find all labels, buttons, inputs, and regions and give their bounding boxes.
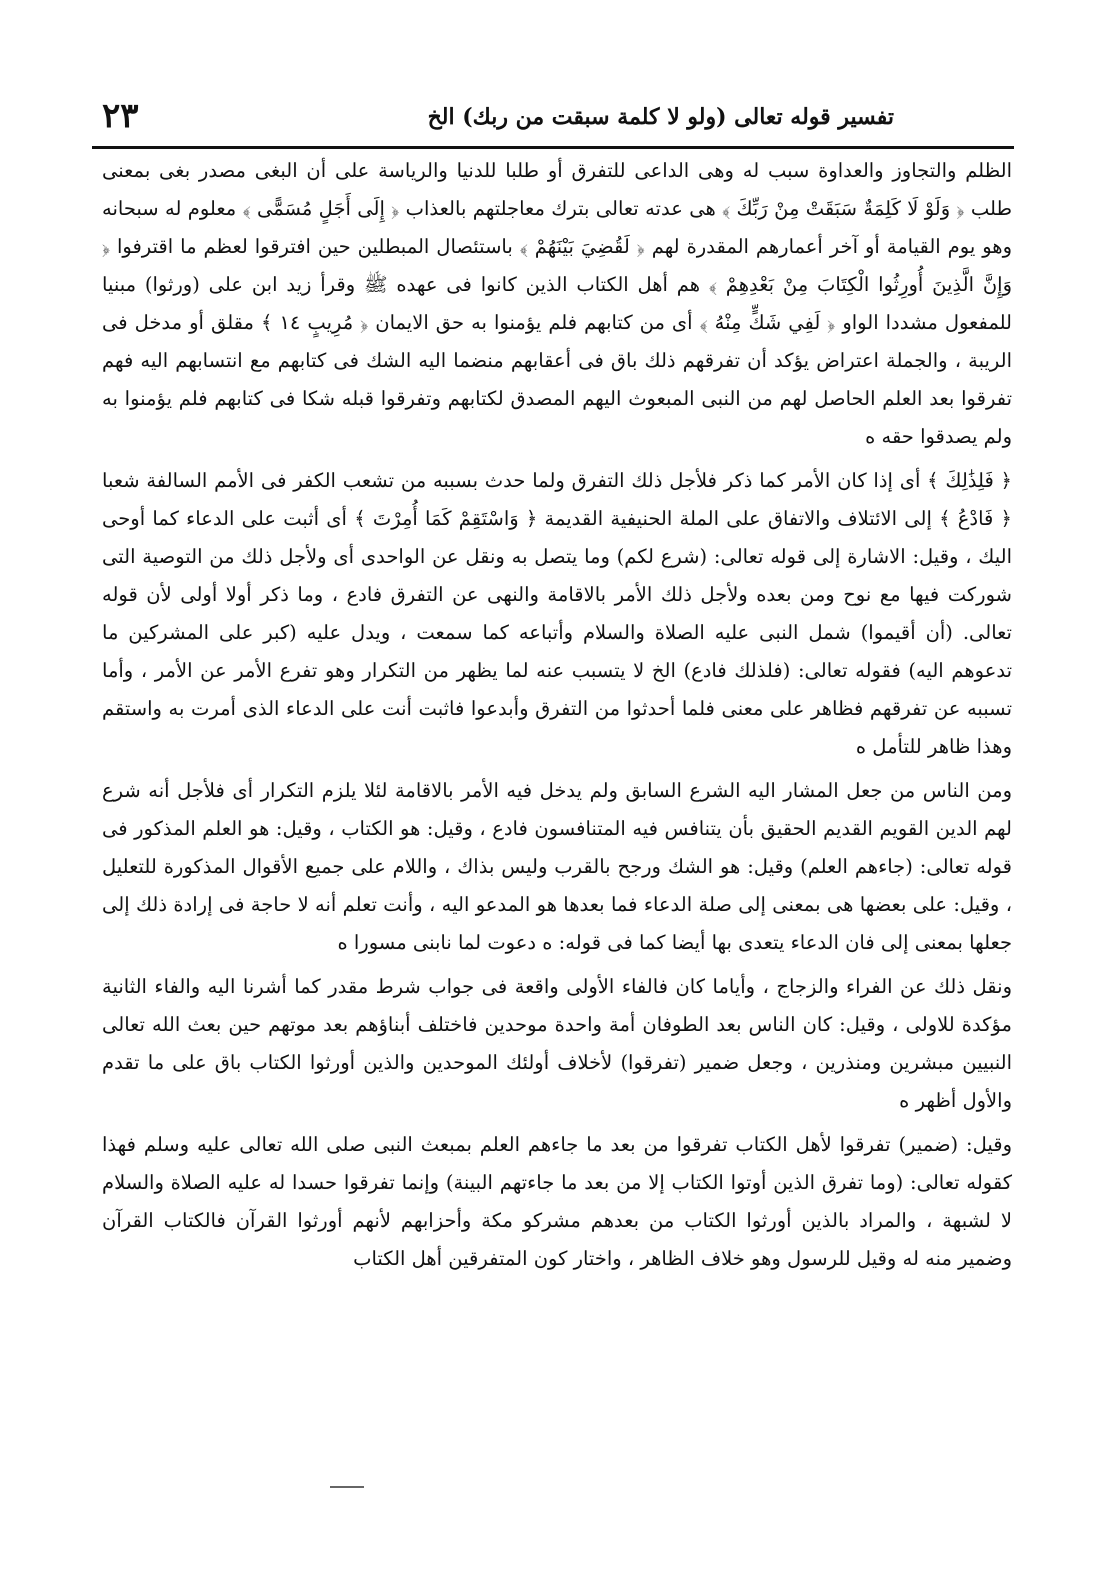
paragraph: ومن الناس من جعل المشار اليه الشرع السابق ولم يدخل فيه الأمر بالاقامة لئلا يلزم التكرار أى فلأجل أنه شرع لهم الدين القويم القديم الحقيق بأن يتنافس فيه المتنافسون فادع ، وقيل: هو الكتاب ، وقيل: هو العلم المذكور فى قوله تعالى: (جاءهم العلم) وقيل: هو الشك ورجح بالقرب وليس بذاك ، واللام على جميع الأقوال المذكورة للتعليل ، وقيل: على بعضها هى بمعنى إلى صلة الدعاء فما بعدها هو المدعو اليه ، وأنت تعلم أنه لا حاجة فى إرادة ذلك إلى جعلها بمعنى إلى فان الدعاء يتعدى بها أيضا كما فى قوله: ه دعوت لما نابنى مسورا ه	[102, 779, 1012, 954]
header-rule	[92, 146, 1014, 149]
paragraph: الظلم والتجاوز والعداوة سبب له وهى الداعى للتفرق أو طلبا للدنيا والرياسة على أن البغى مصدر بغى بمعنى طلب ﴿ وَلَوْ لَا كَلِمَةٌ سَبَقَتْ مِنْ رَبِّكَ ﴾ هى عدته تعالى بترك معاجلتهم بالعذاب ﴿ إِلَى أَجَلٍ مُسَمًّى ﴾ معلوم له سبحانه وهو يوم القيامة أو آخر أعمارهم المقدرة لهم ﴿ لَقُضِيَ بَيْنَهُمْ ﴾ باستئصال المبطلين حين افترقوا لعظم ما اقترفوا ﴿ وَإِنَّ الَّذِينَ أُورِثُوا الْكِتَابَ مِنْ بَعْدِهِمْ ﴾ هم أهل الكتاب الذين كانوا فى عهده ﷺ وقرأ زيد ابن على (ورثوا) مبنيا للمفعول مشددا الواو ﴿ لَفِي شَكٍّ مِنْهُ ﴾ أى من كتابهم فلم يؤمنوا به حق الايمان ﴿ مُرِيبٍ ١٤ ﴾ مقلق أو مدخل فى الريبة ، والجملة اعتراض يؤكد أن تفرقهم ذلك باق فى أعقابهم منضما اليه الشك فى كتابهم مع انتسابهم اليه فهم تفرقوا بعد العلم الحاصل لهم من النبى المبعوث اليهم المصدق لكتابهم وتفرقوا قبله شكا فى كتابهم فلم يؤمنوا به ولم يصدقوا حقه ه	[102, 159, 1013, 448]
paragraph: وقيل: (ضمير) تفرقوا لأهل الكتاب تفرقوا من بعد ما جاءهم العلم بمبعث النبى صلى الله تعالى عليه وسلم فهذا كقوله تعالى: (وما تفرق الذين أوتوا الكتاب إلا من بعد ما جاءتهم البينة) وإنما تفرقوا حسدا له عليه الصلاة والسلام لا لشبهة ، والمراد بالذين أورثوا الكتاب من بعدهم مشركو مكة وأحزابهم لأنهم أورثوا القرآن فالكتاب القرآن وضمير منه له وقيل للرسول وهو خلاف الظاهر ، واختار كون المتفرقين أهل الكتاب	[102, 1133, 1012, 1270]
paragraph: ﴿ فَلِذَٰلِكَ ﴾ أى إذا كان الأمر كما ذكر فلأجل ذلك التفرق ولما حدث بسببه من تشعب الكفر فى الأمم السالفة شعبا ﴿ فَادْعُ ﴾ إلى الائتلاف والاتفاق على الملة الحنيفية القديمة ﴿ وَاسْتَقِمْ كَمَا أُمِرْتَ ﴾ أى أثبت على الدعاء كما أوحى اليك ، وقيل: الاشارة إلى قوله تعالى: (شرع لكم) وما يتصل به ونقل عن الواحدى أى ولأجل ذلك من التوصية التى شوركت فيها مع نوح ومن بعده ولأجل ذلك الأمر بالاقامة والنهى عن التفرق فادع ، وما ذكر أولا أولى لأن قوله تعالى. (أن أقيموا) شمل النبى عليه الصلاة والسلام وأتباعه كما سمعت ، ويدل عليه (كبر على المشركين ما تدعوهم اليه) فقوله تعالى: (فلذلك فادع) الخ لا يتسبب عنه لما يظهر من التكرار وهو تفرع الأمر عن الأمر ، وأما تسببه عن تفرقهم فظاهر على معنى فلما أحدثوا من التفرق وأبدعوا فاثبت أنت على الدعاء الذى أمرت به واستقم وهذا ظاهر للتأمل ه	[102, 469, 1012, 758]
page-number: ٢٣	[102, 96, 139, 136]
paragraph: ونقل ذلك عن الفراء والزجاج ، وأياما كان فالفاء الأولى واقعة فى جواب شرط مقدر كما أشرنا اليه والفاء الثانية مؤكدة للاولى ، وقيل: كان الناس بعد الطوفان أمة واحدة موحدين فاختلف أبناؤهم بعد موتهم حين بعث الله تعالى النبيين مبشرين ومنذرين ، وجعل ضمير (تفرقوا) لأخلاف أولئك الموحدين والذين أورثوا الكتاب باق على ما تقدم والأول أظهر ه	[102, 975, 1012, 1112]
body-text	[102, 152, 1012, 1278]
footer-mark	[330, 1486, 364, 1488]
running-title: تفسير قوله تعالى (ولو لا كلمة سبقت من ربك) الخ	[427, 104, 894, 130]
page-header	[92, 96, 1014, 146]
